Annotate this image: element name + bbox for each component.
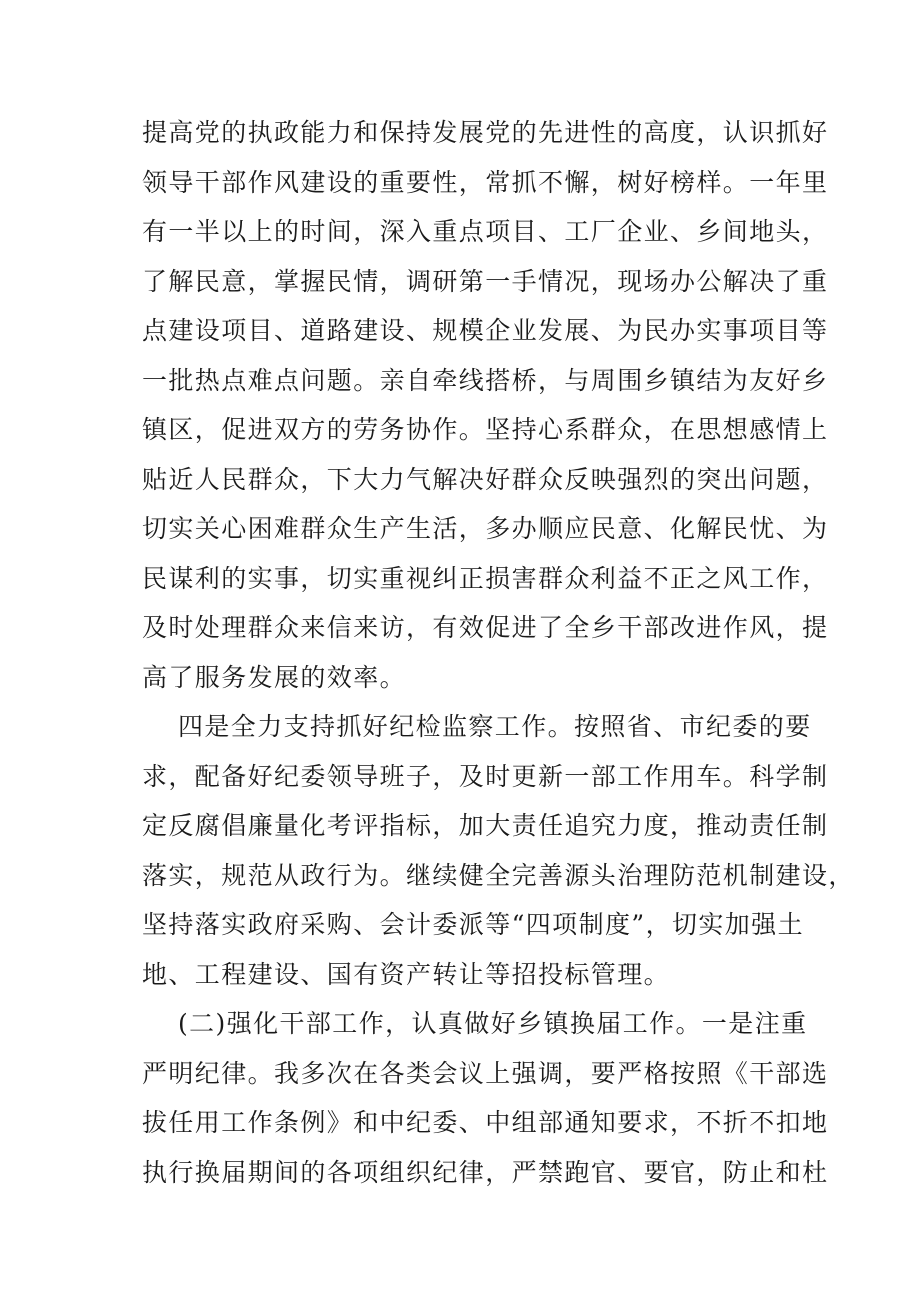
text-line: 四是全力支持抓好纪检监察工作。按照省、市纪委的要 xyxy=(178,712,812,741)
text-line: 及时处理群众来信来访，有效促进了全乡干部改进作风，提 xyxy=(142,613,829,642)
text-line: 拔任用工作条例》和中纪委、中组部通知要求，不折不扣地 xyxy=(142,1108,829,1137)
text-line: 严明纪律。我多次在各类会议上强调，要严格按照《干部选 xyxy=(142,1058,829,1088)
text-line: 镇区，促进双方的劳务协作。坚持心系群众，在思想感情上 xyxy=(142,415,829,444)
text-line: 执行换届期间的各项组织纪律，严禁跑官、要官，防止和杜 xyxy=(142,1157,829,1187)
paragraph xyxy=(142,702,855,999)
text-line: 求，配备好纪委领导班子，及时更新一部工作用车。科学制 xyxy=(142,761,829,791)
paragraph xyxy=(142,108,829,702)
text-line: 领导干部作风建设的重要性，常抓不懈，树好榜样。一年里 xyxy=(142,167,829,197)
document-body xyxy=(142,108,855,1197)
text-line: 切实关心困难群众生产生活，多办顺应民意、化解民忧、为 xyxy=(142,514,829,543)
text-line: 落实，规范从政行为。继续健全完善源头治理防范机制建设， xyxy=(142,860,855,890)
text-line: 定反腐倡廉量化考评指标，加大责任追究力度，推动责任制 xyxy=(142,811,829,840)
text-line: 民谋利的实事，切实重视纠正损害群众利益不正之风工作， xyxy=(142,563,829,593)
text-line: 有一半以上的时间，深入重点项目、工厂企业、乡间地头， xyxy=(142,217,829,246)
text-line: 提高党的执政能力和保持发展党的先进性的高度，认识抓好 xyxy=(142,118,829,147)
text-line: 了解民意，掌握民情，调研第一手情况，现场办公解决了重 xyxy=(142,266,829,296)
paragraph xyxy=(142,999,829,1197)
text-line: 高了服务发展的效率。 xyxy=(142,662,407,692)
text-line: 贴近人民群众，下大力气解决好群众反映强烈的突出问题， xyxy=(142,464,829,494)
text-line: 点建设项目、道路建设、规模企业发展、为民办实事项目等 xyxy=(142,316,829,345)
text-line: 地、工程建设、国有资产转让等招投标管理。 xyxy=(142,959,671,989)
text-line: 一批热点难点问题。亲自牵线搭桥，与周围乡镇结为友好乡 xyxy=(142,365,829,395)
text-line: (二)强化干部工作，认真做好乡镇换届工作。一是注重 xyxy=(178,1009,808,1038)
text-line: 坚持落实政府采购、会计委派等“四项制度”，切实加强土 xyxy=(142,910,804,939)
